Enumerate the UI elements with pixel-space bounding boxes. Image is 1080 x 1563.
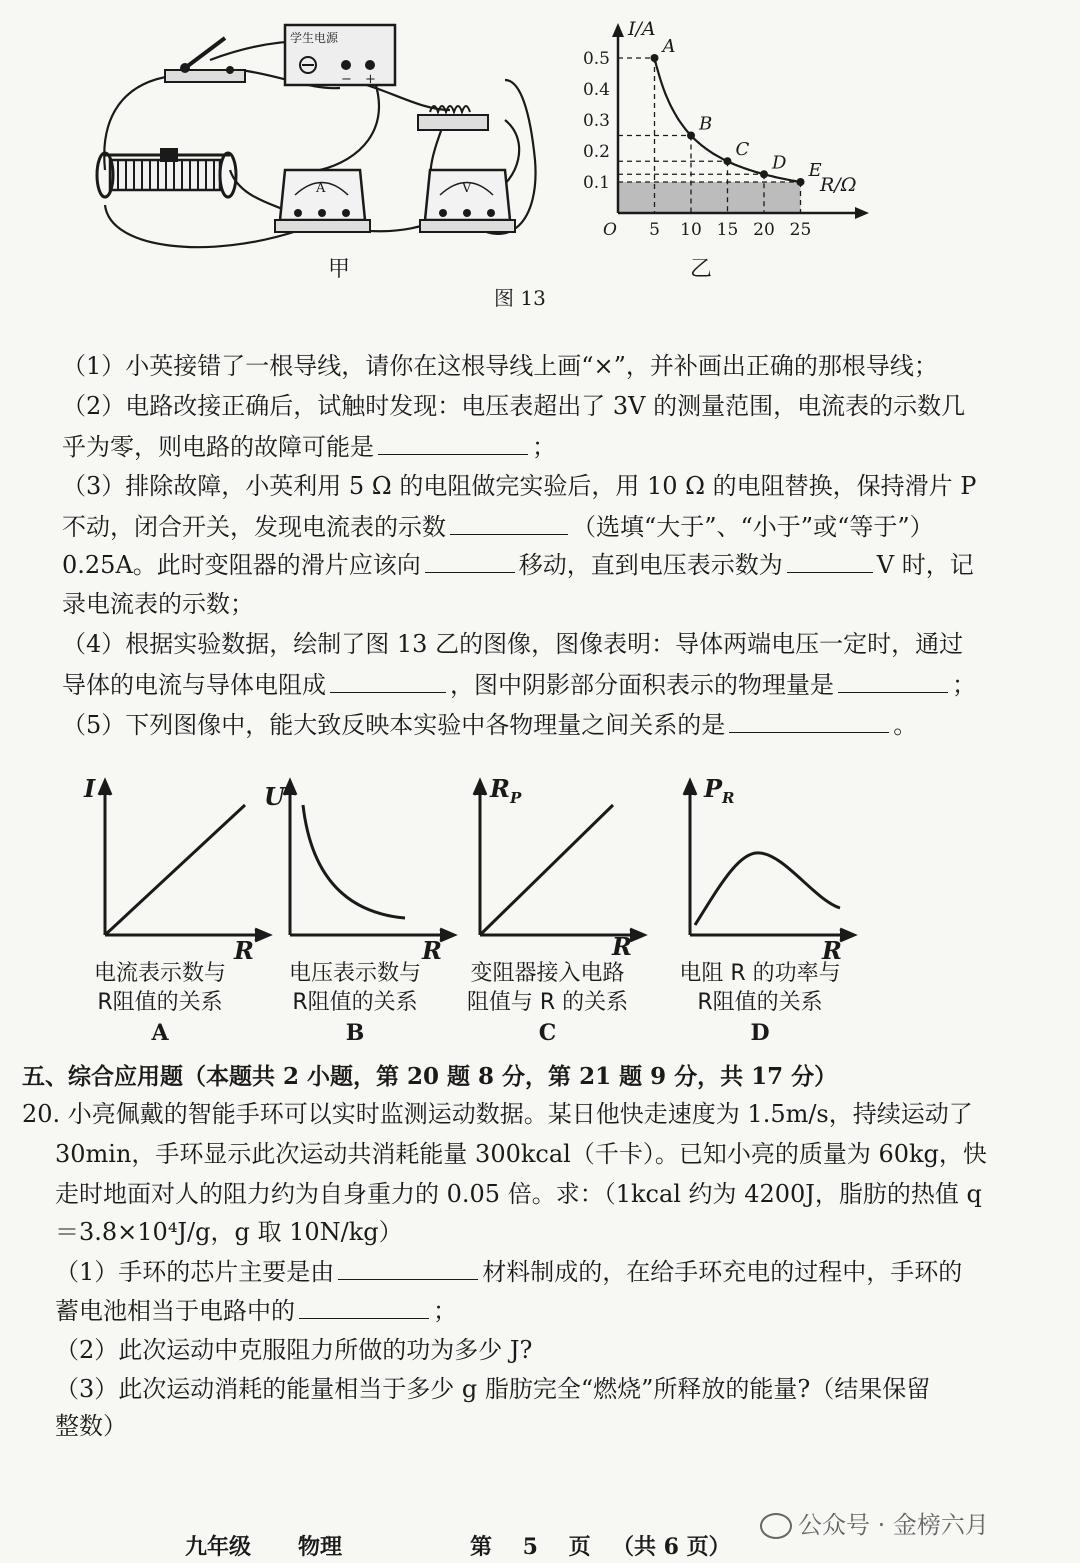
y-axis-arrow: [612, 23, 624, 37]
x-tick-label: 15: [716, 220, 739, 240]
circuit-diagram: [90, 20, 560, 270]
svg-text:V: V: [462, 181, 472, 196]
data-point: [760, 170, 768, 178]
option-c-caption: 变阻器接入电路 阻值与 R 的关系 C: [466, 961, 629, 1047]
rheostat: [97, 148, 236, 197]
answer-blank[interactable]: [838, 670, 948, 693]
wechat-icon: [760, 1513, 792, 1539]
q20-sub3-line-2: 整数）: [55, 1412, 127, 1440]
origin-label: O: [603, 220, 617, 240]
question-3-line-1: （3）排除故障，小英利用 5 Ω 的电阻做完实验后，用 10 Ω 的电阻替换，保持滑片 P: [62, 472, 977, 500]
svg-text:学生电源: 学生电源: [290, 31, 339, 45]
question-1: （1）小英接错了一根导线，请你在这根导线上画“×”，并补画出正确的那根导线；: [62, 352, 938, 380]
x-tick-label: 20: [753, 220, 775, 240]
point-label: B: [699, 113, 713, 135]
q20-sub1-line-2: 蓄电池相当于电路中的 ；: [55, 1297, 457, 1325]
option-b-graph: [265, 775, 460, 960]
svg-text:−: −: [341, 72, 352, 87]
option-c-ylabel: $R_P$: [490, 774, 522, 807]
answer-blank[interactable]: [299, 1296, 429, 1319]
option-a-curve: [105, 805, 245, 935]
q20-sub1-line-1: （1）手环的芯片主要是由 材料制成的，在给手环充电的过程中，手环的: [55, 1258, 963, 1286]
svg-text:A: A: [316, 181, 326, 196]
power-supply: [285, 25, 395, 87]
q20-line-1: 20. 小亮佩戴的智能手环可以实时监测运动数据。某日他快走速度为 1.5m/s，持续运动了: [22, 1100, 973, 1128]
data-point: [797, 178, 805, 186]
option-d-ylabel: $P_R$: [704, 774, 735, 807]
footer-subject: 物理: [298, 1534, 343, 1560]
graph-sublabel: 乙: [690, 257, 713, 282]
point-label: C: [735, 139, 750, 161]
circuit-sublabel: 甲: [328, 257, 351, 282]
data-point: [651, 54, 659, 62]
answer-blank[interactable]: [787, 550, 873, 573]
switch: [165, 38, 245, 82]
fixed-resistor: [418, 106, 488, 130]
i-r-graph: [570, 15, 880, 250]
watermark: 公众号 · 金榜六月: [760, 1505, 989, 1540]
q20-sub3-line-1: （3）此次运动消耗的能量相当于多少 g 脂肪完全“燃烧”所释放的能量?（结果保留: [55, 1375, 931, 1403]
q20-line-4: ＝3.8×10⁴J/g，g 取 10N/kg）: [55, 1218, 403, 1246]
option-b-caption: 电压表示数与 R阻值的关系 B: [288, 961, 421, 1047]
data-point: [724, 157, 732, 165]
x-tick-label: 5: [649, 220, 660, 240]
option-b-curve: [303, 805, 405, 918]
option-d-xlabel: R: [822, 936, 842, 965]
x-axis-label: R/Ω: [820, 174, 857, 196]
point-label: A: [662, 36, 676, 57]
y-tick-label: 0.2: [582, 142, 610, 162]
y-tick-label: 0.1: [582, 173, 610, 193]
option-c-xlabel: R: [612, 932, 632, 961]
answer-blank[interactable]: [729, 710, 889, 733]
ammeter: [275, 170, 370, 232]
data-point: [687, 132, 695, 140]
svg-text:+: +: [365, 72, 376, 87]
voltmeter: [420, 170, 515, 232]
question-4-line-1: （4）根据实验数据，绘制了图 13 乙的图像，图像表明：导体两端电压一定时，通过: [62, 630, 964, 658]
x-tick-label: 10: [680, 220, 702, 240]
footer-page: 第 5 页: [470, 1534, 591, 1560]
question-4-line-2: 导体的电流与导体电阻成 ，图中阴影部分面积表示的物理量是 ；: [62, 671, 976, 699]
option-a-ylabel: I: [84, 774, 96, 803]
footer-grade: 九年级: [185, 1534, 252, 1560]
answer-blank[interactable]: [338, 1257, 478, 1280]
y-axis-label: I/A: [628, 18, 656, 40]
footer-total: （共 6 页）: [612, 1534, 731, 1560]
question-2-line-2: 乎为零，则电路的故障可能是 ；: [62, 433, 556, 461]
option-a-graph: [80, 775, 275, 960]
option-d-curve: [695, 853, 840, 925]
question-3-line-2: 不动，闭合开关，发现电流表的示数 （选填“大于”、“小于”或“等于”）: [62, 513, 934, 541]
y-tick-label: 0.4: [582, 80, 610, 100]
section-5-title: 五、综合应用题（本题共 2 小题，第 20 题 8 分，第 21 题 9 分，共 17 分）: [22, 1063, 838, 1090]
option-b-xlabel: R: [422, 936, 442, 965]
x-axis-arrow: [855, 207, 869, 219]
answer-blank[interactable]: [425, 550, 515, 573]
answer-blank[interactable]: [450, 512, 568, 535]
option-c-curve: [480, 805, 613, 935]
question-3-line-4: 录电流表的示数；: [62, 590, 254, 618]
y-tick-label: 0.3: [582, 111, 610, 131]
q20-line-2: 30min，手环显示此次运动共消耗能量 300kcal（千卡）。已知小亮的质量为 60kg，快: [55, 1140, 987, 1168]
option-d-caption: 电阻 R 的功率与 R阻值的关系 D: [679, 961, 841, 1047]
shaded-area: [618, 182, 801, 213]
answer-blank[interactable]: [330, 670, 446, 693]
q20-sub2: （2）此次运动中克服阻力所做的功为多少 J?: [55, 1336, 533, 1364]
option-b-ylabel: U: [264, 782, 285, 811]
question-5: （5）下列图像中，能大致反映本实验中各物理量之间关系的是 。: [62, 711, 918, 739]
question-2-line-1: （2）电路改接正确后，试触时发现：电压表超出了 3V 的测量范围，电流表的示数几: [62, 392, 966, 420]
option-d-graph: [665, 775, 860, 960]
y-tick-label: 0.5: [582, 49, 610, 69]
point-label: D: [772, 152, 787, 174]
q20-line-3: 走时地面对人的阻力约为自身重力的 0.05 倍。求：（1kcal 约为 4200J，脂肪的热值 q: [55, 1180, 982, 1208]
option-a-caption: 电流表示数与 R阻值的关系 A: [93, 961, 226, 1047]
option-a-xlabel: R: [234, 936, 254, 965]
figure-caption: 图 13: [494, 286, 546, 310]
answer-blank[interactable]: [378, 432, 528, 455]
x-tick-label: 25: [789, 220, 812, 240]
question-3-line-3: 0.25A。此时变阻器的滑片应该向 移动，直到电压表示数为 V 时，记: [62, 551, 974, 579]
point-label: E: [808, 160, 822, 181]
